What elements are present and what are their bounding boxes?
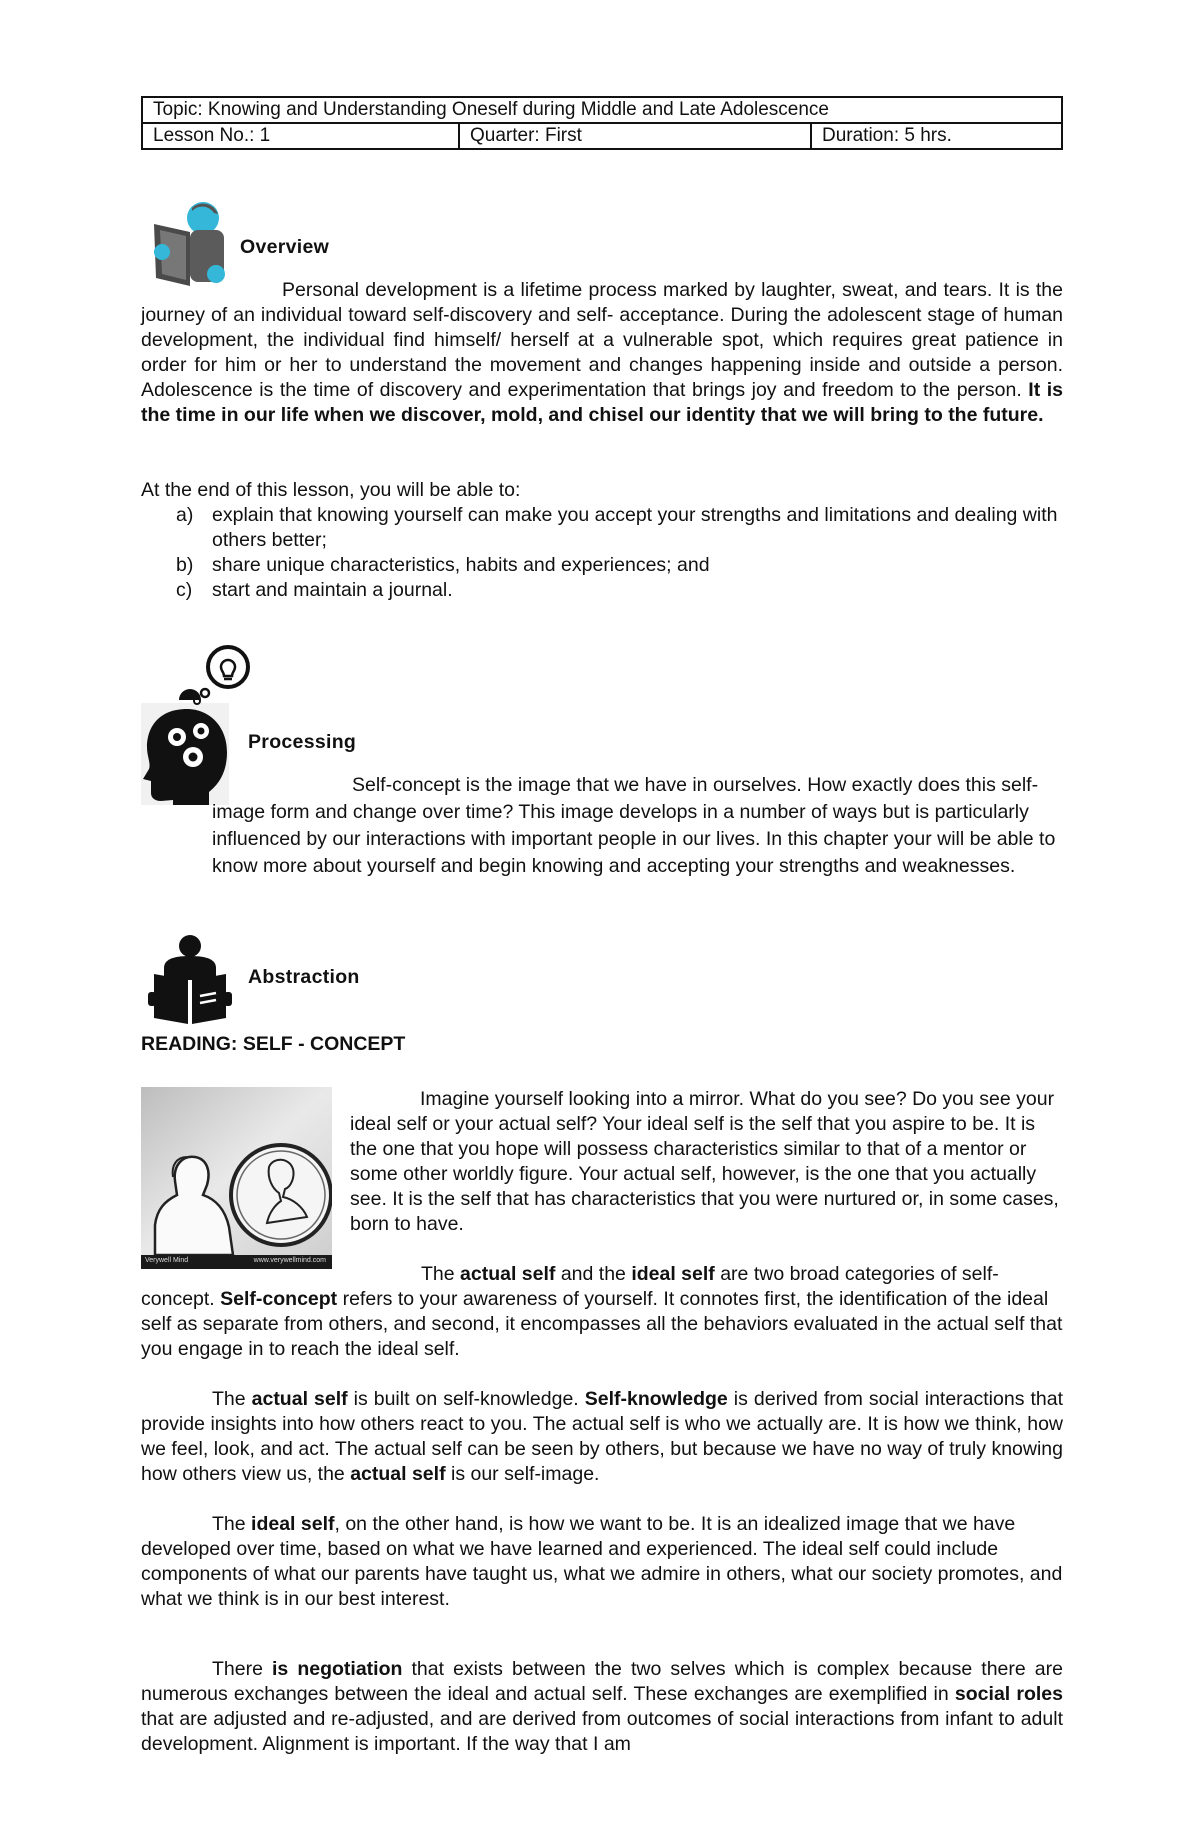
duration-cell: Duration: 5 hrs.	[811, 123, 1062, 149]
objective-letter: a)	[176, 504, 194, 526]
mirror-illustration	[141, 1087, 332, 1269]
mirror-reflection-image	[141, 1087, 332, 1269]
objectives-intro: At the end of this lesson, you will be able to:	[141, 479, 521, 501]
reading-title: READING: SELF - CONCEPT	[141, 1033, 406, 1055]
reader-book-icon	[148, 934, 232, 1026]
objective-letter: c)	[176, 579, 193, 601]
objectives-list	[176, 503, 1063, 603]
abstraction-paragraph-1: Imagine yourself looking into a mirror. What do you see? Do you see your ideal self or your actual self? Your ideal self is the self that you aspire to be. It is the one that you hope will possess characteristics similar to that of a mentor or some other worldly figure. Your actual self, however, is the one that you actually see. It is the self that has characteristics that you were nurtured or, in some cases, born to have.	[350, 1088, 1059, 1235]
overview-bold-text: It is the time in our life when we discover, mold, and chisel our identity that we will bring to the future.	[141, 379, 1064, 426]
figure-caption-left: Verywell Mind	[145, 1257, 189, 1264]
processing-title: Processing	[248, 731, 357, 753]
objective-text: explain that knowing yourself can make you accept your strengths and limitations and dealing with others better;	[212, 504, 1058, 551]
quarter-cell: Quarter: First	[459, 123, 811, 149]
objective-text: share unique characteristics, habits and experiences; and	[212, 554, 710, 576]
processing-paragraph: Self-concept is the image that we have in ourselves. How exactly does this self-image form and change over time? This image develops in a number of ways but is particularly influenced by our interactions with important people in our lives. In this chapter your will be able to know more about yourself and begin knowing and accepting your strengths and weaknesses.	[212, 774, 1056, 877]
overview-text: Personal development is a lifetime process marked by laughter, sweat, and tears. It is the journey of an individual toward self-discovery and self- acceptance. During the adolescent stage of human development, the individual find himself/ herself at a vulnerable spot, which requires great patience in order for him or her to understand the movement and changes happening inside and outside a person. Adolescence is the time of discovery and experimentation that brings joy and freedom to the person.	[141, 279, 1063, 401]
objective-text: start and maintain a journal.	[212, 579, 453, 601]
abstraction-title: Abstraction	[248, 966, 360, 988]
topic-cell: Topic: Knowing and Understanding Oneself during Middle and Late Adolescence	[142, 97, 1062, 123]
lesson-number-cell: Lesson No.: 1	[142, 123, 459, 149]
lesson-header-table	[141, 96, 1063, 150]
objective-item	[176, 578, 1063, 603]
objective-letter: b)	[176, 554, 194, 576]
overview-paragraph	[141, 278, 1063, 428]
abstraction-paragraph-3: The actual self is built on self-knowledge. Self-knowledge is derived from social interactions that provide insights into how others react to you. The actual self is who we actually are. It is how we think, how we feel, look, and act. The actual self can be seen by others, but because we have no way of truly knowing how others view us, the actual self is our self-image.	[141, 1388, 1063, 1485]
overview-title: Overview	[240, 236, 330, 258]
objective-item	[176, 553, 1063, 578]
abstraction-paragraph-4: The ideal self, on the other hand, is how we want to be. It is an idealized image that we have developed over time, based on what we have learned and experienced. The ideal self could include components of what our parents have taught us, what we admire in others, what our society promotes, and what we think is in our best interest.	[141, 1513, 1063, 1610]
objective-item	[176, 503, 1063, 553]
abstraction-paragraph-5: There is negotiation that exists between the two selves which is complex because there are numerous exchanges between the ideal and actual self. These exchanges are exemplified in social roles that are adjusted and re-adjusted, and are derived from outcomes of social interactions from infant to adult development. Alignment is important. If the way that I am	[141, 1658, 1063, 1755]
abstraction-paragraph-2: The actual self and the ideal self are two broad categories of self-concept. Self-concept refers to your awareness of yourself. It connotes first, the identification of the ideal self as separate from others, and second, it encompasses all the behaviors evaluated in the actual self that you engage in to reach the ideal self.	[141, 1263, 1063, 1360]
figure-caption-right: www.verywellmind.com	[253, 1257, 326, 1264]
